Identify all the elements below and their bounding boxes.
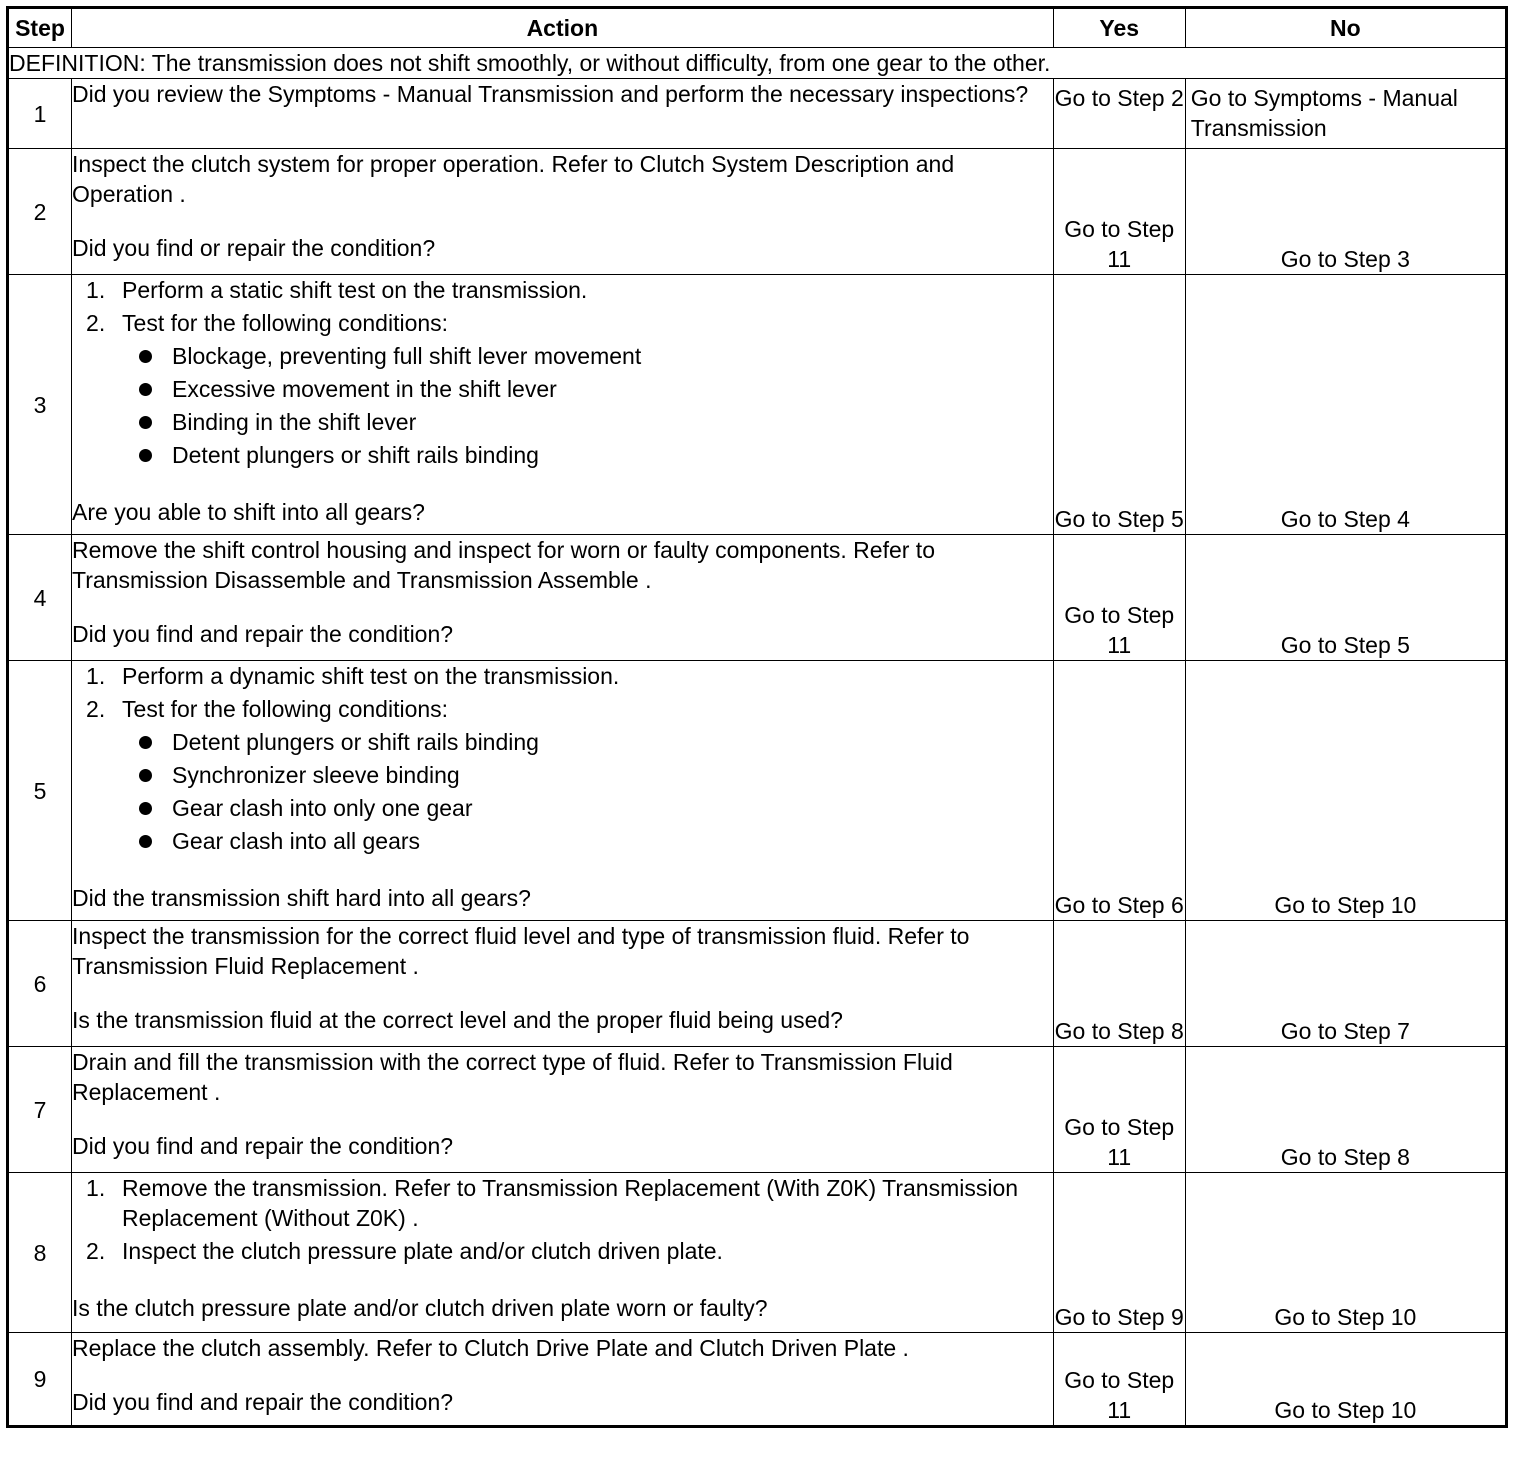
no-cell: Go to Symptoms - Manual Transmission xyxy=(1185,79,1506,149)
table-row xyxy=(8,79,1507,149)
numbered-item: 1. Perform a static shift test on the transmission. xyxy=(86,277,588,303)
bullet-icon xyxy=(139,769,152,782)
yes-cell: Go to Step 9 xyxy=(1053,1173,1185,1333)
step-number: 2 xyxy=(8,149,72,275)
no-cell: Go to Step 3 xyxy=(1185,149,1506,275)
action-cell xyxy=(72,79,1054,149)
header-step: Step xyxy=(8,8,72,48)
no-cell: Go to Step 10 xyxy=(1185,1173,1506,1333)
diagnostic-table xyxy=(6,6,1508,1428)
action-cell xyxy=(72,661,1054,921)
action-cell xyxy=(72,921,1054,1047)
numbered-item: 2. Inspect the clutch pressure plate and/or clutch driven plate. xyxy=(86,1238,723,1264)
action-question: Did the transmission shift hard into all gears? xyxy=(72,885,531,911)
action-cell xyxy=(72,1047,1054,1173)
header-action: Action xyxy=(72,8,1054,48)
definition-text: DEFINITION: The transmission does not shift smoothly, or without difficulty, from one gear to the other. xyxy=(8,48,1507,79)
table-row xyxy=(8,1333,1507,1427)
table-row xyxy=(8,661,1507,921)
yes-cell: Go to Step 2 xyxy=(1053,79,1185,149)
numbered-item: 2. Test for the following conditions: xyxy=(86,696,449,722)
numbered-item: 2. Test for the following conditions: xyxy=(86,310,449,336)
bullet-icon xyxy=(139,449,152,462)
action-text: Replace the clutch assembly. Refer to Clutch Drive Plate and Clutch Driven Plate . xyxy=(72,1335,909,1361)
action-question: Is the clutch pressure plate and/or clutch driven plate worn or faulty? xyxy=(72,1295,768,1321)
bullet-item: Synchronizer sleeve binding xyxy=(72,760,1053,790)
action-question: Did you find and repair the condition? xyxy=(72,621,454,647)
yes-cell: Go to Step 11 xyxy=(1053,535,1185,661)
yes-cell: Go to Step 5 xyxy=(1053,275,1185,535)
no-cell: Go to Step 7 xyxy=(1185,921,1506,1047)
no-cell: Go to Step 8 xyxy=(1185,1047,1506,1173)
action-question: Did you find and repair the condition? xyxy=(72,1133,454,1159)
table-row xyxy=(8,275,1507,535)
no-cell: Go to Step 10 xyxy=(1185,1333,1506,1427)
bullet-item: Detent plungers or shift rails binding xyxy=(72,440,1053,470)
header-no: No xyxy=(1185,8,1506,48)
table-row xyxy=(8,1173,1507,1333)
action-cell xyxy=(72,535,1054,661)
action-question: Are you able to shift into all gears? xyxy=(72,499,425,525)
bullet-item: Detent plungers or shift rails binding xyxy=(72,727,1053,757)
step-number: 6 xyxy=(8,921,72,1047)
bullet-item: Gear clash into all gears xyxy=(72,826,1053,856)
bullet-icon xyxy=(139,383,152,396)
action-text: Remove the shift control housing and inspect for worn or faulty components. Refer to Transmission Disassemble and Transmission Assemble . xyxy=(72,537,935,593)
numbered-item: 1. Remove the transmission. Refer to Transmission Replacement (With Z0K) Transmission Replacement (Without Z0K) . xyxy=(86,1175,1019,1231)
definition-row xyxy=(8,48,1507,79)
step-number: 7 xyxy=(8,1047,72,1173)
action-question: Did you find or repair the condition? xyxy=(72,235,436,261)
step-number: 4 xyxy=(8,535,72,661)
no-cell: Go to Step 4 xyxy=(1185,275,1506,535)
action-cell xyxy=(72,1173,1054,1333)
action-cell xyxy=(72,275,1054,535)
yes-cell: Go to Step 6 xyxy=(1053,661,1185,921)
yes-cell: Go to Step 11 xyxy=(1053,1047,1185,1173)
bullet-item: Binding in the shift lever xyxy=(72,407,1053,437)
header-row xyxy=(8,8,1507,48)
table-row xyxy=(8,921,1507,1047)
action-cell xyxy=(72,149,1054,275)
bullet-item: Excessive movement in the shift lever xyxy=(72,374,1053,404)
numbered-item: 1. Perform a dynamic shift test on the transmission. xyxy=(86,663,620,689)
step-number: 3 xyxy=(8,275,72,535)
bullet-item: Blockage, preventing full shift lever movement xyxy=(72,341,1053,371)
step-number: 8 xyxy=(8,1173,72,1333)
no-cell: Go to Step 5 xyxy=(1185,535,1506,661)
step-number: 5 xyxy=(8,661,72,921)
no-cell: Go to Step 10 xyxy=(1185,661,1506,921)
step-number: 9 xyxy=(8,1333,72,1427)
action-text: Inspect the clutch system for proper operation. Refer to Clutch System Description and Operation . xyxy=(72,151,955,207)
yes-cell: Go to Step 8 xyxy=(1053,921,1185,1047)
action-text: Did you review the Symptoms - Manual Transmission and perform the necessary inspections? xyxy=(72,81,1029,107)
bullet-icon xyxy=(139,736,152,749)
bullet-item: Gear clash into only one gear xyxy=(72,793,1053,823)
bullet-icon xyxy=(139,350,152,363)
table-row xyxy=(8,149,1507,275)
bullet-icon xyxy=(139,835,152,848)
table-row xyxy=(8,1047,1507,1173)
action-question: Did you find and repair the condition? xyxy=(72,1389,454,1415)
table-row xyxy=(8,535,1507,661)
action-text: Drain and fill the transmission with the correct type of fluid. Refer to Transmission Fluid Replacement . xyxy=(72,1049,953,1105)
action-text: Inspect the transmission for the correct fluid level and type of transmission fluid. Refer to Transmission Fluid Replacement . xyxy=(72,923,970,979)
yes-cell: Go to Step 11 xyxy=(1053,1333,1185,1427)
yes-cell: Go to Step 11 xyxy=(1053,149,1185,275)
action-question: Is the transmission fluid at the correct level and the proper fluid being used? xyxy=(72,1007,843,1033)
bullet-icon xyxy=(139,416,152,429)
header-yes: Yes xyxy=(1053,8,1185,48)
step-number: 1 xyxy=(8,79,72,149)
action-cell xyxy=(72,1333,1054,1427)
bullet-icon xyxy=(139,802,152,815)
